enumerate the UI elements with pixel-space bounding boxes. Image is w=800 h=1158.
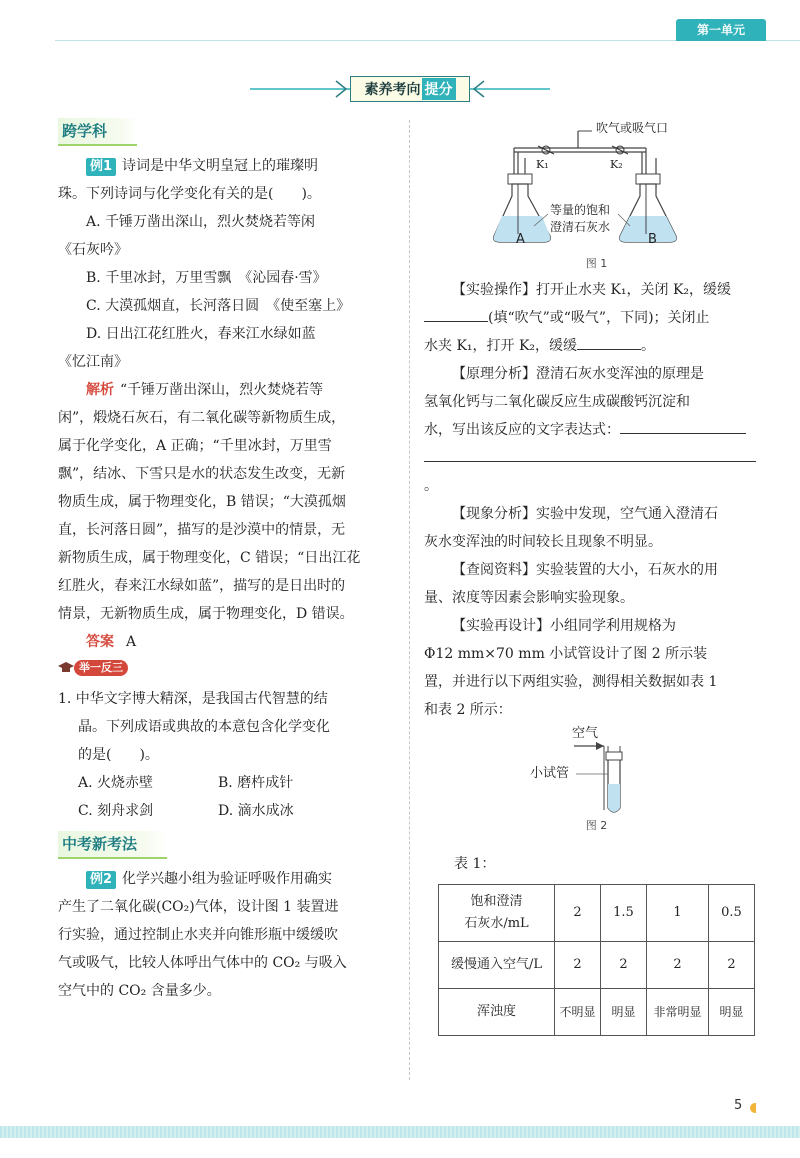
analysis-line: 飘”，结冰、下雪只是水的状态发生改变，无新 [58, 466, 346, 482]
figure-1-caption: 图 1 [585, 257, 608, 270]
redesign-line2: Φ12 mm×70 mm 小试管设计了图 2 所示装 [424, 646, 708, 662]
fig2-air-label: 空气 [572, 726, 599, 741]
question1-options [58, 769, 398, 825]
section-title-new-exam: 中考新考法 [58, 831, 167, 859]
table-cell: 2 [647, 942, 709, 989]
op-text3-end: 。 [641, 338, 656, 354]
row-header-text: 饱和澄清 [470, 894, 523, 909]
answer-blank-1[interactable] [424, 304, 488, 322]
op-text3: 水夹 K₁，打开 K₂，缓缓 [424, 338, 578, 354]
analysis-line: 属于化学变化，A 正确；“千里冰封，万里雪 [58, 438, 332, 454]
principle-line3 [424, 416, 769, 444]
example1-text1: 诗词是中华文明皇冠上的璀璨明 [122, 158, 319, 174]
table-cell: 1.5 [601, 885, 647, 942]
principle-end: 。 [424, 478, 438, 494]
example2-line: 空气中的 CO₂ 含量多少。 [58, 983, 221, 999]
analysis-line1 [58, 376, 398, 404]
table-cell: 2 [555, 885, 601, 942]
table-cell: 不明显 [555, 989, 601, 1036]
answer-blank-2[interactable] [577, 332, 641, 350]
op-line2 [424, 304, 769, 332]
table-row [439, 942, 755, 989]
option-d-line2: 《忆江南》 [58, 354, 128, 370]
example2-line: 气或吸气，比较人体呼出气体中的 CO₂ 与吸入 [58, 955, 347, 971]
analysis-text: “千锤万凿出深山，烈火焚烧若等 [120, 382, 324, 398]
principle-line1 [424, 360, 769, 388]
bottom-bar [0, 1126, 800, 1138]
example2-badge: 例2 [86, 871, 116, 889]
row-header-limewater [439, 885, 555, 942]
table-cell: 非常明显 [647, 989, 709, 1036]
fig1-flask-b-label: B [648, 232, 657, 247]
table-cell: 2 [709, 942, 755, 989]
analysis-label: 解析 [86, 382, 114, 398]
option-a-line1: A. 千锤万凿出深山，烈火焚烧若等闲 [86, 214, 316, 230]
redesign-text1: 小组同学利用规格为 [550, 618, 676, 634]
fig1-top-label: 吹气或吸气口 [596, 121, 669, 135]
example2-line: 产生了二氧化碳(CO₂)气体，设计图 1 装置进 [58, 899, 339, 915]
principle-line2: 氢氧化钙与二氧化碳反应生成碳酸钙沉淀和 [424, 394, 690, 410]
fig1-mid-label-1: 等量的饱和 [550, 203, 611, 217]
op-text2: (填“吹气”或“吸气”，下同)；关闭止 [488, 310, 710, 326]
answer-line [58, 628, 398, 656]
practice-label: 举一反三 [74, 660, 128, 676]
left-column [58, 118, 398, 1005]
banner-title-a: 素养考向 [364, 82, 421, 98]
practice-badge [58, 660, 128, 676]
unit-tab: 第一单元 [676, 19, 766, 41]
phenomenon-text1: 实验中发现，空气通入澄清石 [536, 506, 718, 522]
principle-text3: 水，写出该反应的文字表达式： [424, 422, 620, 438]
banner-title-b: 提分 [422, 78, 456, 100]
option-b: B. 千里冰封，万里雪飘 《沁园春·雪》 [86, 270, 327, 286]
redesign-line1 [424, 612, 769, 640]
example2-line: 行实验，通过控制止水夹并向锥形瓶中缓缓吹 [58, 927, 338, 943]
mortarboard-icon [58, 661, 74, 675]
principle-line4 [424, 444, 769, 500]
redesign-line3: 置，并进行以下两组实验，测得相关数据如表 1 [424, 674, 718, 690]
q1-option-a: A. 火烧赤壁 [78, 775, 154, 791]
banner-title [350, 76, 470, 102]
table-cell: 2 [555, 942, 601, 989]
section-banner [250, 70, 550, 110]
answer-blank-4[interactable] [424, 444, 756, 462]
table-row [439, 885, 755, 942]
phenomenon-line1 [424, 500, 769, 528]
redesign-tag: 【实验再设计】 [452, 618, 550, 634]
analysis-line: 红胜火，春来江水绿如蓝”，描写的是日出时的 [58, 578, 346, 594]
principle-tag: 【原理分析】 [452, 366, 536, 382]
q1-option-b: B. 磨杵成针 [218, 775, 294, 791]
analysis-line: 闲”，煅烧石灰石，有二氧化碳等新物质生成， [58, 410, 346, 426]
question1-line3: 的是( )。 [78, 747, 159, 763]
column-divider [409, 120, 410, 1080]
table-cell: 2 [601, 942, 647, 989]
phenomenon-line2: 灰水变浑浊的时间较长且现象不明显。 [424, 534, 662, 550]
research-line1 [424, 556, 769, 584]
option-d-line1: D. 日出江花红胜火，春来江水绿如蓝 [86, 326, 316, 342]
analysis-line: 物质生成，属于物理变化，B 错误；“大漠孤烟 [58, 494, 346, 510]
fig1-k1: K₁ [536, 158, 549, 171]
op-line3 [424, 332, 769, 360]
figure-1 [424, 118, 769, 268]
fig1-flask-a-label: A [516, 232, 525, 247]
example2-text1: 化学兴趣小组为验证呼吸作用确实 [122, 871, 333, 887]
clamp-k1 [538, 146, 554, 154]
answer-value: A [126, 634, 137, 650]
redesign-line4: 和表 2 所示： [424, 702, 512, 718]
q1-option-d: D. 滴水成冰 [218, 803, 294, 819]
table-row [439, 989, 755, 1036]
data-table [438, 884, 755, 1036]
figure-2 [424, 724, 769, 834]
question1-line2: 晶。下列成语或典故的本意包含化学变化 [78, 719, 330, 735]
analysis-line: 直，长河落日圆”，描写的是沙漠中的情景，无 [58, 522, 346, 538]
analysis-line: 情景，无新物质生成，属于物理变化，D 错误。 [58, 606, 354, 622]
example1-line2: 珠。下列诗词与化学变化有关的是( )。 [58, 186, 321, 202]
fig1-k2: K₂ [610, 158, 623, 171]
clamp-k2 [612, 146, 628, 154]
research-line2: 量、浓度等因素会影响实验现象。 [424, 590, 634, 606]
example1-badge: 例1 [86, 158, 116, 176]
figure-2-caption: 图 2 [585, 819, 608, 832]
table-cell: 1 [647, 885, 709, 942]
row-header-text: 石灰水/mL [464, 916, 529, 931]
option-a-line2: 《石灰吟》 [58, 242, 128, 258]
op-tag: 【实验操作】 [452, 282, 536, 298]
op-line1 [424, 276, 769, 304]
page-number: 5 [734, 1098, 743, 1113]
example2-line1 [58, 865, 398, 893]
principle-text1: 澄清石灰水变浑浊的原理是 [536, 366, 704, 382]
analysis-line: 新物质生成，属于物理变化，C 错误；“日出江花 [58, 550, 361, 566]
op-text1: 打开止水夹 K₁，关闭 K₂，缓缓 [536, 282, 732, 298]
example1-line1 [58, 152, 398, 180]
table-cell: 明显 [601, 989, 647, 1036]
research-tag: 【查阅资料】 [452, 562, 536, 578]
table-title: 表 1： [454, 856, 496, 872]
section-title-interdisciplinary: 跨学科 [58, 118, 137, 146]
right-column [424, 118, 769, 1036]
row-header-turbidity: 浑浊度 [439, 989, 555, 1036]
page-marker [750, 1103, 756, 1113]
answer-label: 答案 [86, 634, 114, 650]
question1-line1: 1. 中华文字博大精深，是我国古代智慧的结 [58, 691, 328, 707]
q1-option-c: C. 刻舟求剑 [78, 803, 154, 819]
table-cell: 0.5 [709, 885, 755, 942]
phenomenon-tag: 【现象分析】 [452, 506, 536, 522]
fig1-mid-label-2: 澄清石灰水 [550, 220, 611, 234]
fig2-tube-label: 小试管 [530, 766, 570, 781]
answer-blank-3[interactable] [620, 416, 746, 434]
table-cell: 明显 [709, 989, 755, 1036]
option-c: C. 大漠孤烟直，长河落日圆 《使至塞上》 [86, 298, 351, 314]
row-header-air: 缓慢通入空气/L [439, 942, 555, 989]
research-text1: 实验装置的大小，石灰水的用 [536, 562, 718, 578]
